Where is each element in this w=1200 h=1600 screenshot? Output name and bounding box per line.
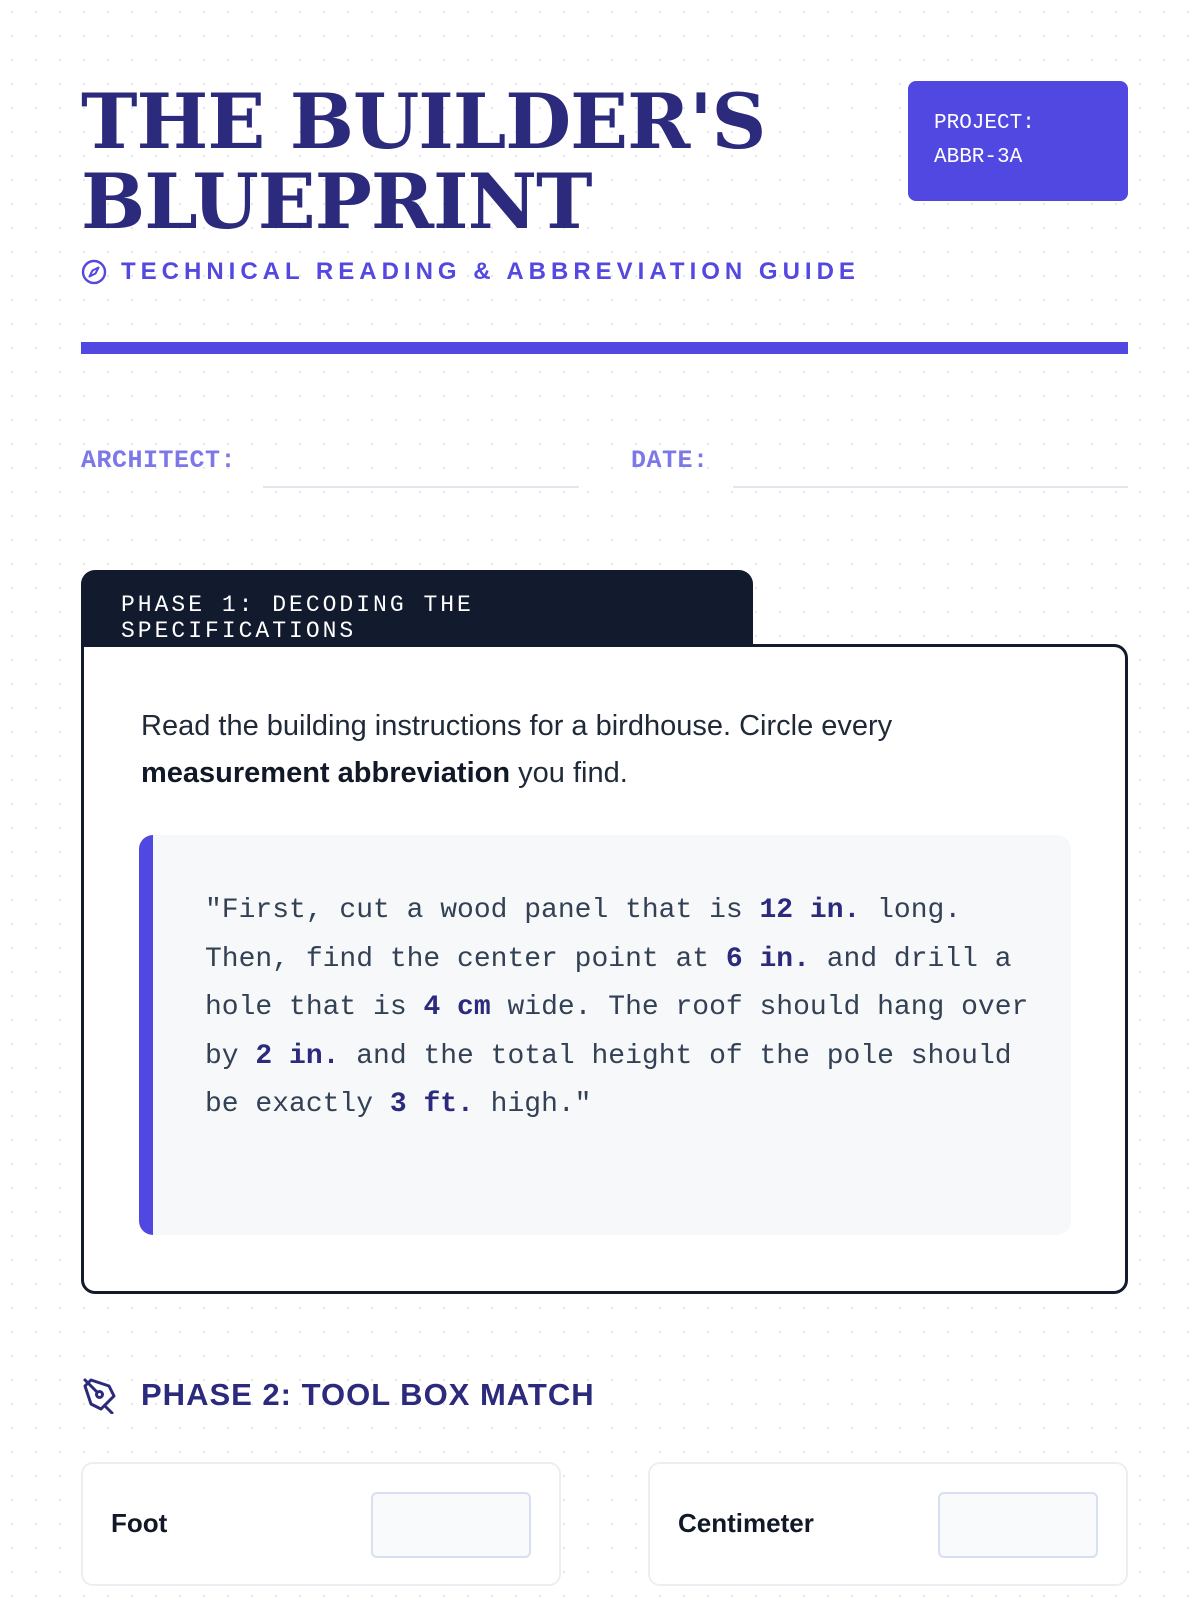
measurement-abbreviation[interactable]: 3 ft. <box>389 1089 474 1120</box>
subtitle-text: TECHNICAL READING & ABBREVIATION GUIDE <box>121 258 860 285</box>
worksheet-header <box>81 0 1128 300</box>
phase-2-heading <box>81 1376 595 1414</box>
architect-field[interactable] <box>263 486 579 488</box>
quote-text: and drill a hole that is <box>205 943 1012 1023</box>
phase-1-tab: PHASE 1: DECODING THE SPECIFICATIONS <box>81 570 753 646</box>
match-answer-input[interactable] <box>371 1492 531 1558</box>
birdhouse-instructions-quote <box>139 835 1071 1235</box>
page-title <box>81 77 766 246</box>
date-label: DATE: <box>631 446 709 475</box>
name-date-row <box>81 440 1128 490</box>
title-line-1: THE BUILDER'S <box>81 77 766 166</box>
instructions-text-end: you find. <box>510 757 628 789</box>
measurement-abbreviation[interactable]: 6 in. <box>725 943 810 975</box>
match-card-foot <box>81 1462 561 1586</box>
phase-1-panel <box>81 644 1128 1294</box>
match-term: Centimeter <box>678 1508 814 1538</box>
worksheet-page <box>81 0 1128 1538</box>
measurement-abbreviation[interactable]: 2 in. <box>255 1040 340 1072</box>
project-badge <box>908 81 1128 201</box>
instructions-emphasis: measurement abbreviation <box>141 757 511 789</box>
quote-text: long. Then, find the center point at <box>205 895 962 975</box>
match-term: Foot <box>111 1508 168 1538</box>
title-line-2: BLUEPRINT <box>81 157 592 246</box>
compass-icon <box>81 259 107 285</box>
phase-2-title: PHASE 2: TOOL BOX MATCH <box>141 1377 595 1412</box>
instructions-text-start: Read the building instructions for a birdhouse. Circle every <box>141 710 893 742</box>
header-divider <box>81 342 1128 354</box>
phase-1-instructions <box>141 703 1061 797</box>
quote-text: high." <box>473 1089 592 1120</box>
measurement-abbreviation[interactable]: 4 cm <box>423 992 491 1023</box>
quote-text: wide. The roof should hang over by <box>205 992 1029 1072</box>
quote-text: "First, cut a wood panel that is <box>205 895 760 926</box>
match-answer-input[interactable] <box>938 1492 1098 1558</box>
project-label: PROJECT: <box>934 112 1035 135</box>
match-card-centimeter <box>648 1462 1128 1586</box>
pen-tool-icon <box>81 1376 119 1414</box>
date-field[interactable] <box>733 486 1128 488</box>
project-code: ABBR-3A <box>934 146 1023 169</box>
architect-label: ARCHITECT: <box>81 446 237 475</box>
page-subtitle <box>81 258 860 286</box>
quote-text: and the total height of the pole should be exactly <box>205 1040 1012 1120</box>
measurement-abbreviation[interactable]: 12 in. <box>759 895 861 926</box>
